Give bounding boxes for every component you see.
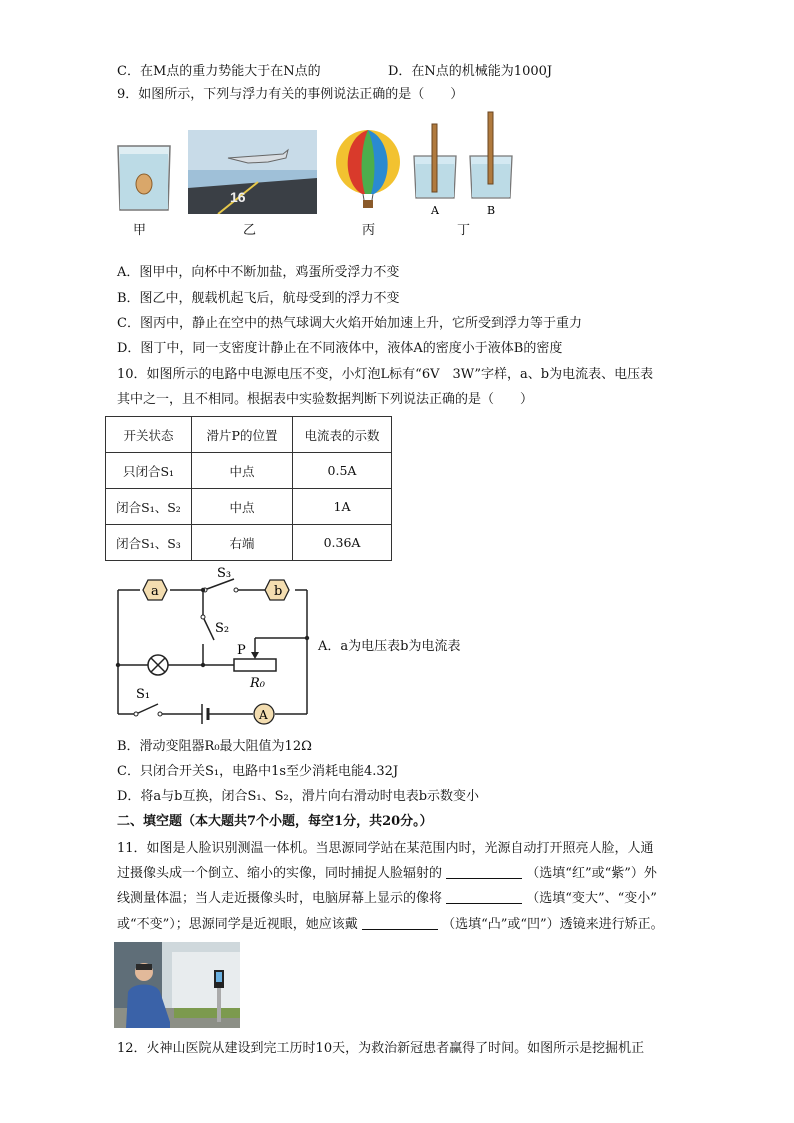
face-recognition-photo [114,942,240,1028]
caption-ding: 丁 [457,223,471,238]
svg-text:S₃: S₃ [217,566,232,581]
answer-blank-2[interactable] [446,891,522,904]
circuit-diagram [110,560,315,730]
q9-option-c: C．图丙中，静止在空中的热气球调大火焰开始加速上升，它所受到浮力等于重力 [117,316,582,331]
q9-stem: 9．如图所示，下列与浮力有关的事例说法正确的是（ ） [117,87,464,102]
q8-option-c: C．在M点的重力势能大于在N点的 [117,64,321,79]
q9-option-b: B．图乙中，舰载机起飞后，航母受到的浮力不变 [117,291,400,306]
q11-line4: 或“不变”）；思源同学是近视眼，她应该戴 （选填“凸”或“凹”）透镜来进行矫正。 [117,917,664,932]
caption-yi: 乙 [243,223,257,238]
q11-line3: 线测量体温；当人走近摄像头时，电脑屏幕上显示的像将 （选填“变大”、“变小” [117,891,657,906]
answer-blank-3[interactable] [362,917,438,930]
q10-stem-line2: 其中之一，且不相同。根据表中实验数据判断下列说法正确的是（ ） [117,392,534,407]
q10-stem-line1: 10．如图所示的电路中电源电压不变，小灯泡L标有“6V 3W”字样，a、b为电流表、电压表 [117,367,654,382]
q9-option-a: A．图甲中，向杯中不断加盐，鸡蛋所受浮力不变 [117,265,400,280]
caption-jia: 甲 [133,223,147,238]
q10-option-b: B．滑动变阻器R₀最大阻值为12Ω [117,739,312,754]
table-row: 只闭合S₁ 中点 0.5A [106,453,392,489]
svg-text:b: b [274,584,283,599]
table-row: 闭合S₁、S₂ 中点 1A [106,489,392,525]
hydrometer-beakers-figure [410,110,516,220]
q10-option-d: D．将a与b互换，闭合S₁、S₂，滑片向右滑动时电表b示数变小 [117,789,480,804]
table-header-row: 开关状态 滑片P的位置 电流表的示数 [106,417,392,453]
svg-text:a: a [151,584,159,599]
answer-blank-1[interactable] [446,866,522,879]
svg-text:A: A [431,204,439,217]
svg-text:S₂: S₂ [215,621,230,636]
svg-text:16: 16 [230,189,246,205]
aircraft-carrier-photo [188,130,317,214]
beaker-egg-figure [114,140,174,212]
q8-option-d: D．在N点的机械能为1000J [388,64,553,79]
svg-text:S₁: S₁ [136,687,151,702]
experiment-table [105,416,392,561]
hot-air-balloon-figure [332,128,404,214]
q9-option-d: D．图丁中，同一支密度计静止在不同液体中，液体A的密度小于液体B的密度 [117,341,563,356]
q10-option-a: A．a为电压表b为电流表 [318,639,461,654]
q11-line1: 11．如图是人脸识别测温一体机。当思源同学站在某范围内时，光源自动打开照亮人脸，人通 [117,841,654,856]
egg-icon [136,174,152,194]
svg-text:A: A [259,708,268,722]
svg-text:R₀: R₀ [250,676,265,691]
rheostat-icon [234,659,276,671]
q11-line2: 过摄像头成一个倒立、缩小的实像，同时捕捉人脸辐射的 （选填“红”或“紫”）外 [117,866,657,881]
table-row: 闭合S₁、S₃ 右端 0.36A [106,525,392,561]
q10-option-c: C．只闭合开关S₁，电路中1s至少消耗电能4.32J [117,764,399,779]
svg-text:B: B [487,204,496,217]
section-heading: 二、填空题（本大题共7个小题，每空1分，共20分。） [117,814,433,829]
q12-line1: 12．火神山医院从建设到完工历时10天，为救治新冠患者赢得了时间。如图所示是挖掘机正 [117,1041,645,1056]
caption-bing: 丙 [362,223,376,238]
svg-text:P: P [237,643,246,658]
